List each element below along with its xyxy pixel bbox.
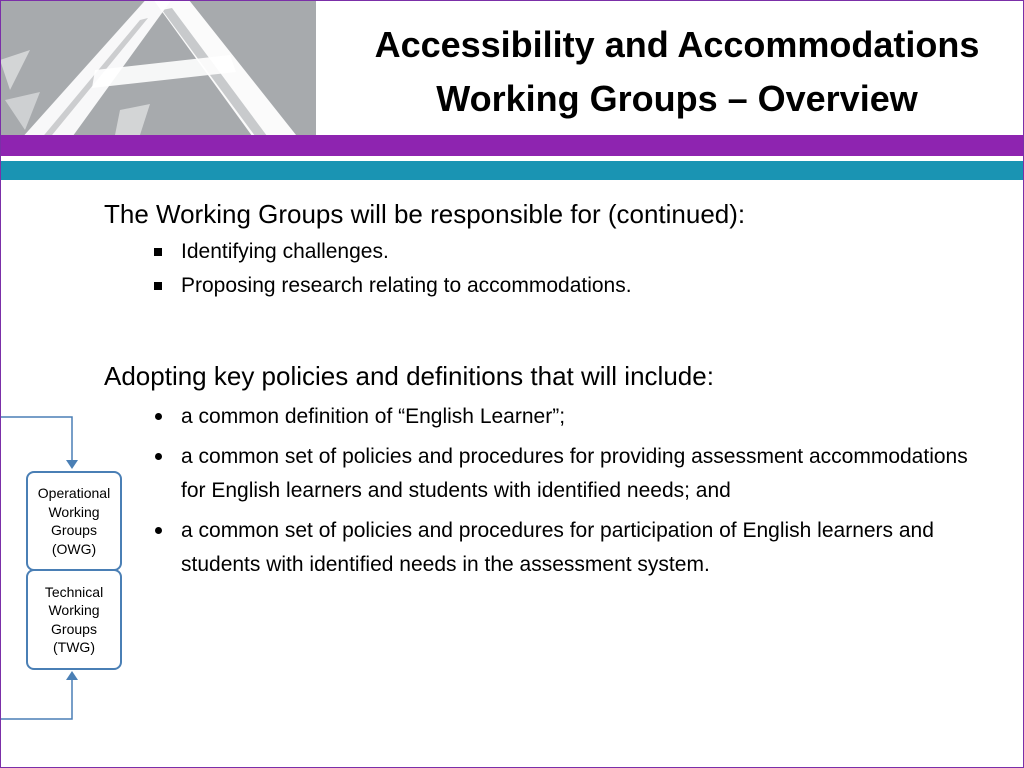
section-2-list: [104, 400, 984, 582]
owg-box: [26, 471, 122, 571]
twg-box: [26, 569, 122, 670]
list-item-text: a common set of policies and procedures for participation of English learners and students with identified needs in the assessment system.: [181, 519, 934, 576]
brush-letter-a-logo-icon: [0, 0, 316, 135]
teal-divider-bar: [0, 161, 1024, 180]
list-item: [104, 400, 984, 434]
list-item: [104, 272, 984, 300]
slide-content: [104, 196, 984, 582]
owg-line: Groups: [51, 522, 97, 538]
title-line-2: Working Groups – Overview: [436, 78, 918, 119]
list-item: [104, 514, 984, 582]
arrow-down-icon: [66, 460, 78, 469]
logo: [0, 0, 316, 135]
section-1-heading: The Working Groups will be responsible for (continued):: [104, 199, 746, 229]
title-line-1: Accessibility and Accommodations: [374, 24, 980, 65]
twg-line: Working: [48, 602, 100, 618]
list-item-text: a common set of policies and procedures for providing assessment accommodations for English learners and students with identified needs; and: [181, 445, 968, 502]
owg-line: Operational: [37, 485, 111, 501]
twg-line: Groups: [51, 620, 97, 637]
working-groups-diagram: [0, 416, 130, 722]
twg-line: (TWG): [53, 639, 95, 655]
section-1-list: [104, 238, 984, 300]
twg-line: Technical: [44, 583, 104, 600]
owg-line: Working: [48, 503, 100, 520]
owg-line: (OWG): [51, 540, 97, 557]
list-item-text: a common definition of “English Learner”;: [181, 405, 566, 428]
list-item: [104, 238, 984, 266]
list-item-text: Proposing research relating to accommodations.: [181, 274, 632, 297]
list-item: [104, 440, 984, 508]
slide-title: [330, 18, 1024, 126]
arrow-up-icon: [66, 671, 78, 680]
section-2-heading: Adopting key policies and definitions that will include:: [104, 361, 714, 391]
list-item-text: Identifying challenges.: [181, 240, 389, 263]
purple-divider-bar: [0, 135, 1024, 156]
